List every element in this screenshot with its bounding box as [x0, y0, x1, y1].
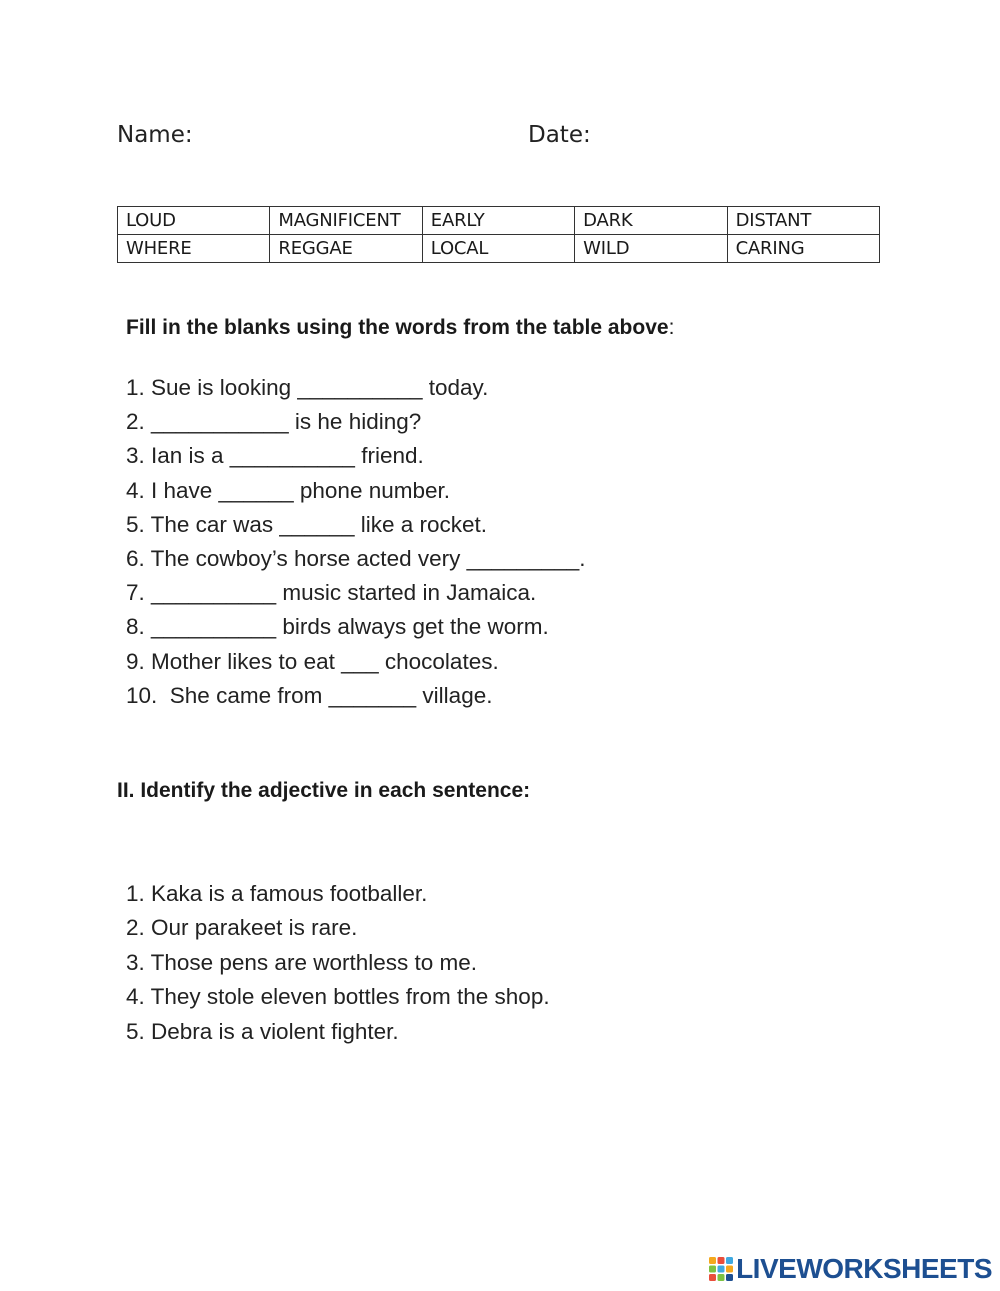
- table-cell: CARING: [727, 235, 879, 263]
- liveworksheets-logo-icon: [708, 1256, 734, 1282]
- table-cell: MAGNIFICENT: [270, 207, 422, 235]
- list-item: 4. They stole eleven bottles from the shop.: [126, 984, 550, 1010]
- table-cell: LOUD: [118, 207, 270, 235]
- list-item: 4. I have ______ phone number.: [126, 477, 451, 503]
- date-label: Date:: [528, 122, 591, 148]
- list-item: 7. __________ music started in Jamaica.: [126, 580, 537, 606]
- liveworksheets-logo-text: LIVEWORKSHEETS: [736, 1253, 992, 1284]
- list-item: 10. She came from _______ village.: [126, 682, 493, 708]
- table-cell: DARK: [575, 207, 727, 235]
- list-item: 3. Ian is a __________ friend.: [126, 443, 424, 469]
- section-1-heading-colon: :: [668, 316, 675, 339]
- fill-in-blanks-list: [126, 371, 585, 713]
- list-item: 5. Debra is a violent fighter.: [126, 1018, 399, 1044]
- section-1-heading-text: Fill in the blanks using the words from the table above: [126, 316, 669, 339]
- identify-adjective-list: [126, 877, 550, 1049]
- table-cell: EARLY: [422, 207, 574, 235]
- table-cell: WILD: [575, 235, 727, 263]
- table-cell: DISTANT: [727, 207, 879, 235]
- list-item: 2. Our parakeet is rare.: [126, 915, 358, 941]
- table-cell: REGGAE: [270, 235, 422, 263]
- table-row: [118, 235, 880, 263]
- section-1-heading: [126, 316, 674, 340]
- word-bank-table: [117, 206, 880, 263]
- list-item: 8. __________ birds always get the worm.: [126, 614, 549, 640]
- list-item: 1. Kaka is a famous footballer.: [126, 881, 428, 906]
- list-item: 9. Mother likes to eat ___ chocolates.: [126, 648, 499, 674]
- list-item: 2. ___________ is he hiding?: [126, 409, 422, 435]
- list-item: 3. Those pens are worthless to me.: [126, 949, 478, 975]
- table-cell: WHERE: [118, 235, 270, 263]
- table-cell: LOCAL: [422, 235, 574, 263]
- list-item: 1. Sue is looking __________ today.: [126, 375, 489, 400]
- section-2-heading: II. Identify the adjective in each sentence:: [117, 779, 531, 802]
- liveworksheets-logo: [708, 1253, 992, 1285]
- list-item: 5. The car was ______ like a rocket.: [126, 511, 488, 537]
- table-row: [118, 207, 880, 235]
- name-label: Name:: [117, 122, 193, 148]
- list-item: 6. The cowboy’s horse acted very _________.: [126, 545, 586, 571]
